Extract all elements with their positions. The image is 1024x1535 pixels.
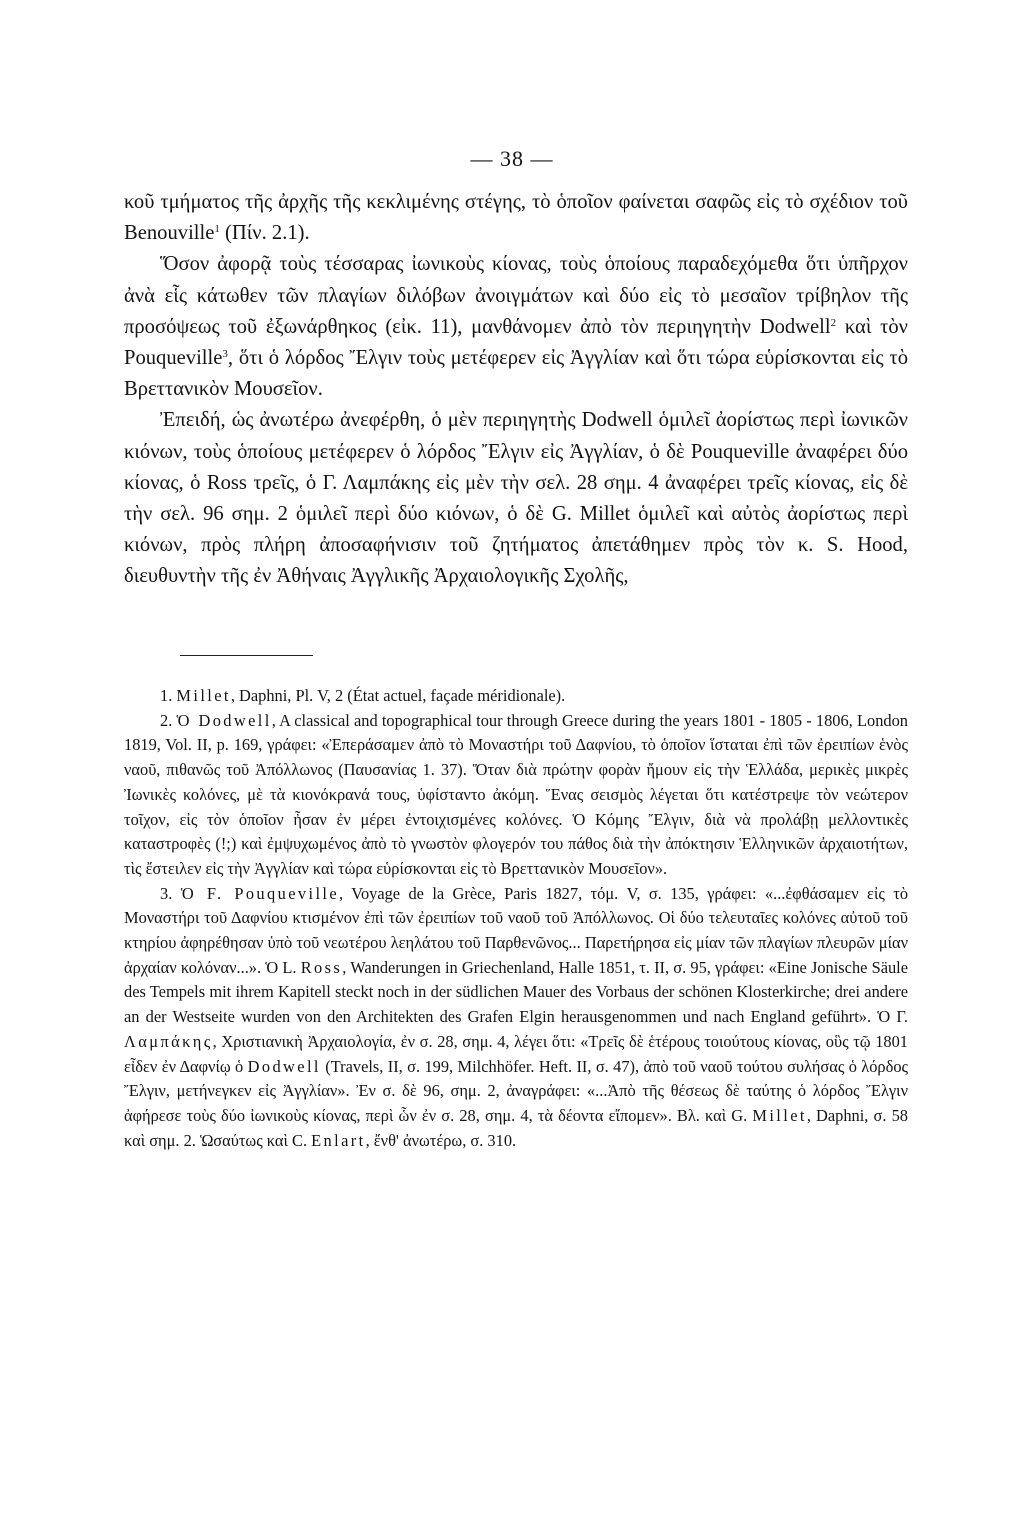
footnotes	[124, 684, 908, 1153]
paragraph-1	[124, 187, 908, 249]
footnote-1: 1. Millet, Daphni, Pl. V, 2 (État actuel, façade méridionale).	[160, 686, 566, 705]
paragraph-1-plate-ref: (Πίν. 2.1).	[219, 222, 310, 245]
footnote-3-author: Ὁ F. Pouqueville	[180, 883, 340, 903]
footnote-separator	[180, 655, 313, 656]
footnote-1-author: Millet	[176, 686, 231, 705]
footnote-ref-1: 1	[214, 223, 220, 236]
page-number: — 38 —	[470, 146, 554, 171]
footnote-3: 3. Ὁ F. Pouqueville, Voyage de la Grèce, Paris 1827, τόμ. V, σ. 135, γράφει: «...ἐφθάσαμεν εἰς τὸ Μοναστήρι τοῦ Δαφνίου κτισμένον ἐπὶ τῶν ἐρειπίων τοῦ ναοῦ τοῦ Ἀπόλλωνος. Οἱ δύο τελευταῖες κολόνες αὐτοῦ τοῦ κτηρίου ἀφηρέθησαν ὑπὸ τοῦ νεωτέρου λεηλάτου τοῦ Παρθενῶνος... Παρετήρησα εἰς μίαν τῶν πλαγίων πλευρῶν μίαν ἀρχαίαν κολόναν...». Ὁ L. Ross, Wanderungen in Griechenland, Halle 1851, τ. II, σ. 95, γράφει: «Eine Jonische Säule des Tempels mit ihrem Kapitell steckt noch in der südlichen Mauer des Vorbaus der schönen Klosterkirche; drei andere an der Westseite wurden von den Architekten des Grafen Elgin herausgenommen und nach England geführt». Ὁ Γ. Λαμπάκης, Χριστιανικὴ Ἀρχαιολογία, ἐν σ. 28, σημ. 4, λέγει ὅτι: «Τρεῖς δὲ ἑτέρους τοιούτους κίονας, οὓς τῷ 1801 εἶδεν ἐν Δαφνίῳ ὁ Dodwell (Travels, II, σ. 199, Milchhöfer. Heft. II, σ. 47), ἀπὸ τοῦ ναοῦ τούτου συλήσας ὁ λόρδος Ἔλγιν, μετήνεγκεν εἰς Ἀγγλίαν». Ἐν σ. δὲ 96, σημ. 2, ἀναγράφει: «...Ἀπὸ τῆς θέσεως δὲ ταύτης ὁ λόρδος Ἔλγιν ἀφήρεσε τοὺς δύο ἰωνικοὺς κίονας, περὶ ὧν ἐν σ. 28, σημ. 4, τὰ δέοντα εἴπομεν». Βλ. καὶ G. Millet, Daphni, σ. 58 καὶ σημ. 2. Ὡσαύτως καὶ C. Enlart, ἔνθ' ἀνωτέρω, σ. 310.	[124, 883, 909, 1150]
footnote-ref-2: 2	[830, 316, 837, 329]
paragraph-3: Ἐπειδή, ὡς ἀνωτέρω ἀνεφέρθη, ὁ μὲν περιηγητὴς Dodwell ὁμιλεῖ ἀορίστως περὶ ἰωνικῶν κιόνων, τοὺς ὁποίους μετέφερεν ὁ λόρδος Ἔλγιν εἰς Ἀγγλίαν, ὁ δὲ Pouqueville ἀναφέρει δύο κίονας, ὁ Ross τρεῖς, ὁ Γ. Λαμπάκης εἰς μὲν τὴν σελ. 28 σημ. 4 ἀναφέρει τρεῖς κίονας, εἰς δὲ τὴν σελ. 96 σημ. 2 ὁμιλεῖ περὶ δύο κιόνων, ὁ δὲ G. Millet ὁμιλεῖ καὶ αὐτὸς ἀορίστως περὶ κιόνων, πρὸς πλήρη ἀποσαφήνισιν τοῦ ζητήματος ἀπετάθημεν πρὸς τὸν κ. S. Hood, διευθυντὴν τῆς ἐν Ἀθήναις Ἀγγλικῆς Ἀρχαιολογικῆς Σχολῆς,	[124, 409, 908, 588]
paragraph-2: Ὅσον ἀφορᾷ τοὺς τέσσαρας ἰωνικοὺς κίονας, τοὺς ὁποίους παραδεχόμεθα ὅτι ὑπῆρχον ἀνὰ εἷς κάτωθεν τῶν πλαγίων διλόβων ἀνοιγμάτων καὶ δύο εἰς τὸ μεσαῖον τρίβηλον τῆς προσόψεως τοῦ ἐξωνάρθηκος (εἰκ. 11), μανθάνομεν ἀπὸ τὸν περιηγητὴν Dodwell$^2$ καὶ τὸν Pouqueville$^3$, ὅτι ὁ λόρδος Ἔλγιν τοὺς μετέφερεν εἰς Ἀγγλίαν καὶ ὅτι τώρα εὑρίσκονται εἰς τὸ Βρεττανικὸν Μουσεῖον.	[124, 253, 908, 401]
main-text	[124, 187, 908, 593]
footnote-2-author: Ὁ Dodwell	[176, 710, 272, 730]
footnote-ref-3: 3	[222, 348, 228, 361]
footnote-2: 2. Ὁ Dodwell, A classical and topographical tour through Greece during the years 1801 - 1805 - 1806, London 1819, Vol. II, p. 169, γράφει: «Ἐπεράσαμεν ἀπὸ τὸ Μοναστήρι τοῦ Δαφνίου, τὸ ὁποῖον ἵσταται ἐπὶ τῶν ἐρειπίων ἑνὸς ναοῦ, πιθανῶς τοῦ Ἀπόλλωνος (Παυσανίας 1. 37). Ὅταν διὰ πρώτην φορὰν ἤμουν εἰς τὴν Ἑλλάδα, μερικὲς μικρὲς Ἰωνικὲς κολόνες, μὲ τὰ κιονόκρανά τους, ὑφίσταντο ἀκόμη. Ἕνας σεισμὸς λέγεται ὅτι κατέστρεψε τὸν νεώτερον τοῖχον, εἰς τὸν ὁποῖον ἦσαν ἐν μέρει ἐντοιχισμένες κολόνες. Ὁ Κόμης Ἔλγιν, διὰ νὰ προλάβῃ μελλοντικὲς καταστροφὲς (!;) καὶ ἐμψυχωμένος ἀπὸ τὸ γνωστὸν φλογερόν του πάθος διὰ τὴν ἀπόκτησιν Ἑλληνικῶν ἀρχαιοτήτων, τὶς ἔστειλεν εἰς τὴν Ἀγγλίαν καὶ τώρα εὑρίσκονται εἰς τὸ Βρεττανικὸν Μουσεῖον».	[124, 710, 908, 878]
paragraph-1-line-1: κοῦ τμήματος τῆς ἀρχῆς τῆς κεκλιμένης στέγης, τὸ ὁποῖον φαίνεται σαφῶς	[124, 191, 751, 213]
paragraph-1-line-2: εἰς τὸ σχέδιον τοῦ Benouville	[124, 191, 909, 245]
